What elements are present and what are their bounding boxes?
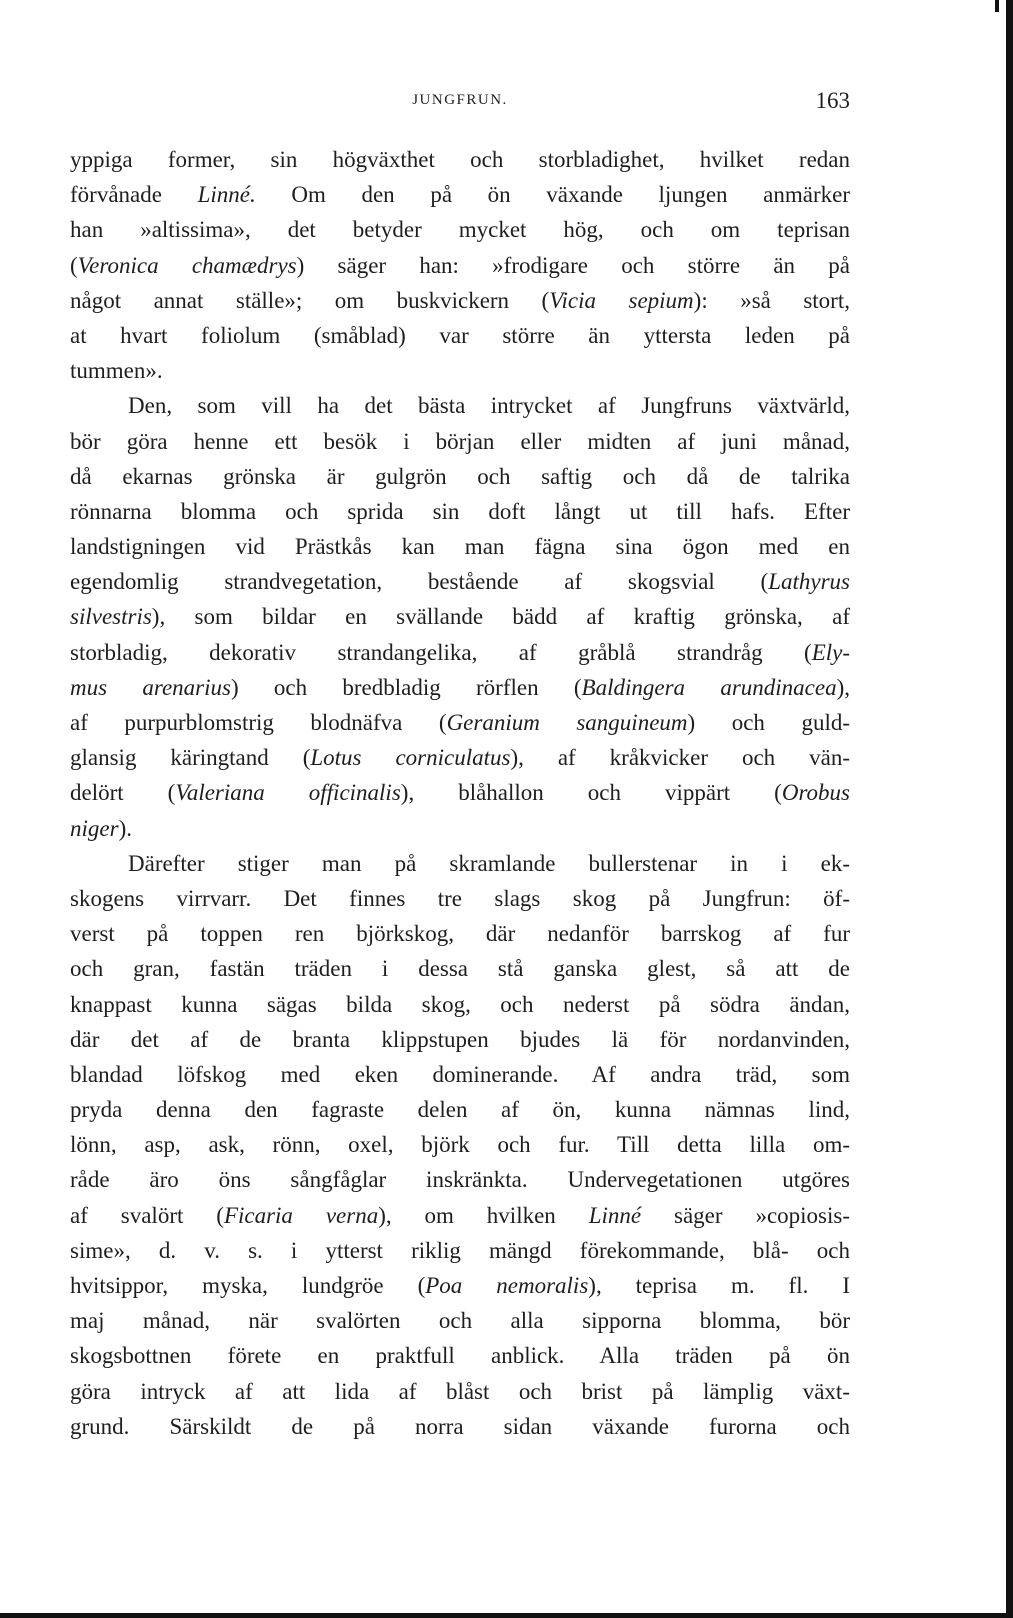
text-line	[70, 1162, 850, 1197]
text-line	[70, 987, 850, 1022]
scan-corner-mark	[995, 0, 999, 12]
text-run: rönnarna blomma och sprida sin doft långt ut till hafs. Efter	[70, 498, 850, 524]
text-run: tummen».	[70, 358, 163, 384]
text-run: där det af de branta klippstupen bjudes lä för nordanvinden,	[70, 1026, 850, 1052]
text-line	[70, 1338, 850, 1373]
text-line	[70, 1092, 850, 1127]
text-run: grund. Särskildt de på norra sidan växande furorna och	[70, 1413, 850, 1439]
text-line	[70, 142, 850, 177]
text-run: sime», d. v. s. i ytterst riklig mängd förekommande, blå- och	[70, 1237, 850, 1263]
text-line	[70, 881, 850, 916]
text-line	[70, 916, 850, 951]
text-line	[70, 775, 850, 810]
italic-term: Veronica chamædrys	[77, 252, 297, 278]
text-run: ) och bredbladig rörflen (	[230, 674, 582, 700]
text-line	[70, 318, 850, 353]
text-run: skogens virrvarr. Det finnes tre slags skog på Jungfrun: öf-	[70, 885, 850, 911]
text-line	[70, 1303, 850, 1338]
text-line	[70, 670, 850, 705]
text-run: bör göra henne ett besök i början eller midten af juni månad,	[70, 428, 850, 454]
text-run: hvitsippor, myska, lundgröe (	[70, 1273, 426, 1298]
text-run: egendomlig strandvegetation, bestående af skogsvial (	[70, 569, 769, 595]
text-run: pryda denna den fagraste delen af ön, kunna nämnas lind,	[70, 1097, 850, 1123]
text-run: råde äro öns sångfåglar inskränkta. Undervegetationen utgöres	[70, 1167, 850, 1193]
text-line	[70, 1268, 850, 1303]
text-line	[70, 951, 850, 986]
text-run: då ekarnas grönska är gulgrön och saftig och då de talrika	[70, 463, 850, 489]
text-run: ), af kråkvicker och vän-	[510, 745, 850, 771]
text-run: af purpurblomstrig blodnäfva (	[70, 710, 447, 735]
text-line	[70, 846, 850, 881]
text-run: ), om hvilken	[378, 1202, 589, 1228]
text-line	[70, 705, 850, 740]
text-run: ).	[118, 815, 132, 841]
text-line	[70, 811, 850, 846]
text-line	[70, 1057, 850, 1092]
text-run: han »altissima», det betyder mycket hög, och om teprisan	[70, 217, 850, 243]
text-run: ), som bildar en svällande bädd af kraftig grönska, af	[151, 604, 850, 630]
italic-term: Valeriana officinalis	[175, 780, 401, 806]
page-header	[70, 88, 850, 122]
text-line	[70, 459, 850, 494]
italic-term: mus arenarius	[70, 674, 231, 700]
text-run: säger »copiosis-	[641, 1202, 850, 1228]
text-line	[70, 353, 850, 388]
body-text	[70, 142, 850, 1444]
text-run: göra intryck af att lida af blåst och brist på lämplig växt-	[70, 1378, 850, 1404]
scan-edge-right	[1006, 0, 1013, 1618]
italic-term: Vicia sepium	[549, 287, 694, 313]
text-run: verst på toppen ren björkskog, där nedanför barrskog af fur	[70, 921, 850, 947]
text-run: landstigningen vid Prästkås kan man fägna sina ögon med en	[70, 534, 850, 560]
text-run: delört (	[70, 780, 176, 806]
text-line	[70, 1127, 850, 1162]
page-number: 163	[815, 88, 850, 113]
italic-term: Baldingera arundinacea	[581, 674, 837, 700]
text-line	[70, 1022, 850, 1057]
text-run: Därefter stiger man på skramlande bullerstenar in i ek-	[128, 850, 850, 876]
italic-term: Lotus corniculatus	[310, 745, 511, 771]
text-line	[70, 177, 850, 212]
text-run: knappast kunna sägas bilda skog, och nederst på södra ändan,	[70, 991, 850, 1017]
scan-edge-bottom	[0, 1613, 1013, 1618]
italic-term: Poa nemoralis	[425, 1273, 589, 1298]
text-run: lönn, asp, ask, rönn, oxel, björk och fur. Till detta lilla om-	[70, 1132, 850, 1158]
italic-term: Linné	[588, 1202, 642, 1228]
text-run: glansig käringtand (	[70, 745, 311, 771]
text-run: storbladig, dekorativ strandangelika, af gråblå strandråg (	[70, 639, 812, 665]
text-line	[70, 740, 850, 775]
italic-term: silvestris	[70, 604, 152, 630]
text-run: ) och guld-	[687, 710, 851, 735]
text-run: något annat ställe»; om buskvickern (	[70, 287, 550, 313]
text-run: yppiga former, sin högväxthet och storbladighet, hvilket redan	[70, 147, 850, 172]
text-run: ): »så stort,	[693, 287, 850, 313]
text-run: ), teprisa m. fl. I	[588, 1273, 850, 1298]
italic-term: Orobus	[781, 780, 850, 806]
text-run: och gran, fastän träden i dessa stå ganska glest, så att de	[70, 956, 850, 982]
text-line	[70, 248, 850, 283]
italic-term: Linné.	[197, 182, 256, 208]
running-head: JUNGFRUN.	[412, 92, 508, 108]
text-line	[70, 1374, 850, 1409]
italic-term: Lathyrus	[768, 569, 850, 595]
text-run: blandad löfskog med eken dominerande. Af andra träd, som	[70, 1061, 850, 1087]
text-line	[70, 212, 850, 247]
text-run: Om den på ön växande ljungen anmärker	[255, 182, 850, 208]
text-run: af svalört (	[70, 1202, 224, 1228]
italic-term: niger	[70, 815, 119, 841]
text-run: förvånade	[70, 182, 198, 208]
text-run: maj månad, när svalörten och alla sipporna blomma, bör	[70, 1308, 850, 1334]
text-line	[70, 1233, 850, 1268]
text-line	[70, 529, 850, 564]
text-run: (	[70, 252, 78, 278]
text-run: skogsbottnen förete en praktfull anblick. Alla träden på ön	[70, 1343, 850, 1369]
text-line	[70, 1198, 850, 1233]
text-line	[70, 599, 850, 634]
italic-term: Ely-	[811, 639, 850, 665]
text-line	[70, 388, 850, 423]
text-line	[70, 283, 850, 318]
text-run: Den, som vill ha det bästa intrycket af Jungfruns växtvärld,	[128, 393, 850, 419]
text-run: at hvart foliolum (småblad) var större än yttersta leden på	[70, 322, 850, 348]
text-line	[70, 564, 850, 599]
text-run: ),	[836, 674, 850, 700]
text-run: ), blåhallon och vippärt (	[400, 780, 782, 806]
text-line	[70, 494, 850, 529]
text-line	[70, 424, 850, 459]
text-line	[70, 635, 850, 670]
italic-term: Ficaria verna	[223, 1202, 379, 1228]
text-line	[70, 1409, 850, 1444]
italic-term: Geranium sanguineum	[446, 710, 688, 735]
text-run: ) säger han: »frodigare och större än på	[296, 252, 850, 278]
